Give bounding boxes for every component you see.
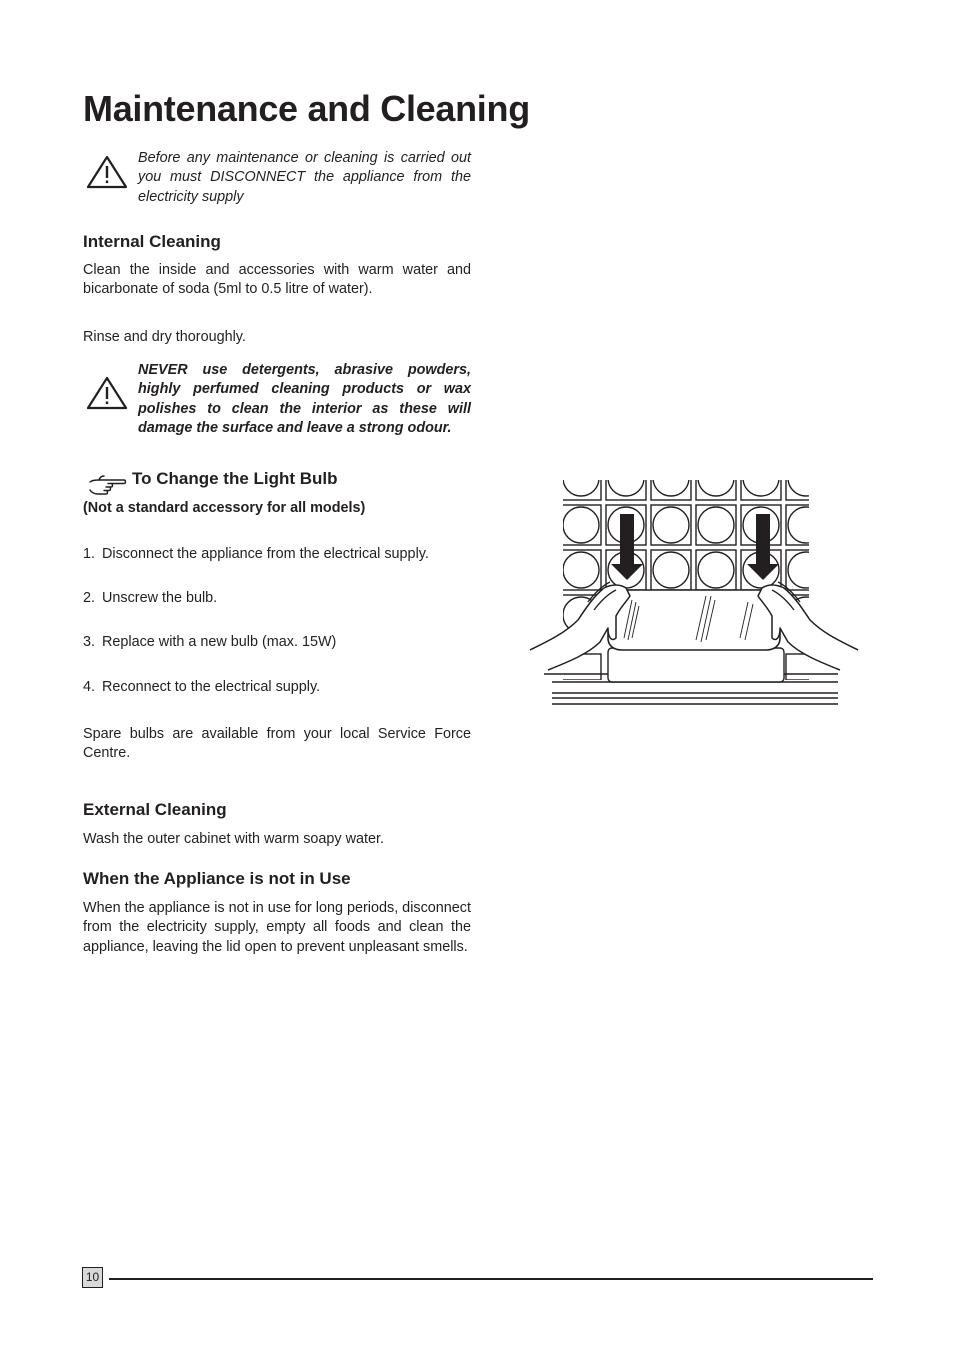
step-2: 2. Unscrew the bulb.	[83, 590, 218, 606]
step-3: 3. Replace with a new bulb (max. 15W)	[83, 634, 337, 650]
accessory-note: (Not a standard accessory for all models)	[83, 500, 366, 516]
warning-triangle-icon	[86, 155, 128, 189]
not-in-use-heading: When the Appliance is not in Use	[83, 869, 351, 888]
not-in-use-text: When the appliance is not in use for long periods, disconnect from the electricity supply, empty all foods and clean the appliance, leaving the lid open to prevent unpleasant smells.	[83, 900, 471, 955]
pointing-hand-icon	[88, 473, 128, 497]
internal-cleaning-heading: Internal Cleaning	[83, 232, 221, 251]
light-bulb-heading: To Change the Light Bulb	[132, 469, 338, 488]
page-number: 10	[82, 1267, 103, 1288]
external-cleaning-text: Wash the outer cabinet with warm soapy water.	[83, 831, 385, 847]
step-4: 4. Reconnect to the electrical supply.	[83, 679, 321, 695]
disconnect-warning: Before any maintenance or cleaning is carried out you must DISCONNECT the appliance from the electricity supply	[138, 150, 471, 205]
spare-bulbs-text: Spare bulbs are available from your local Service Force Centre.	[83, 726, 471, 762]
step-1: 1. Disconnect the appliance from the electrical supply.	[83, 546, 429, 562]
rinse-text: Rinse and dry thoroughly.	[83, 329, 246, 345]
warning-triangle-icon	[86, 376, 128, 410]
light-cover-removal-illustration	[528, 478, 860, 710]
external-cleaning-heading: External Cleaning	[83, 800, 227, 819]
footer-rule	[109, 1278, 873, 1280]
detergent-warning: NEVER use detergents, abrasive powders, highly perfumed cleaning products or wax polishes to clean the interior as these will damage the surface and leave a strong odour.	[138, 362, 471, 436]
page-title: Maintenance and Cleaning	[83, 88, 530, 129]
internal-cleaning-text: Clean the inside and accessories with warm water and bicarbonate of soda (5ml to 0.5 litre of water).	[83, 262, 471, 298]
